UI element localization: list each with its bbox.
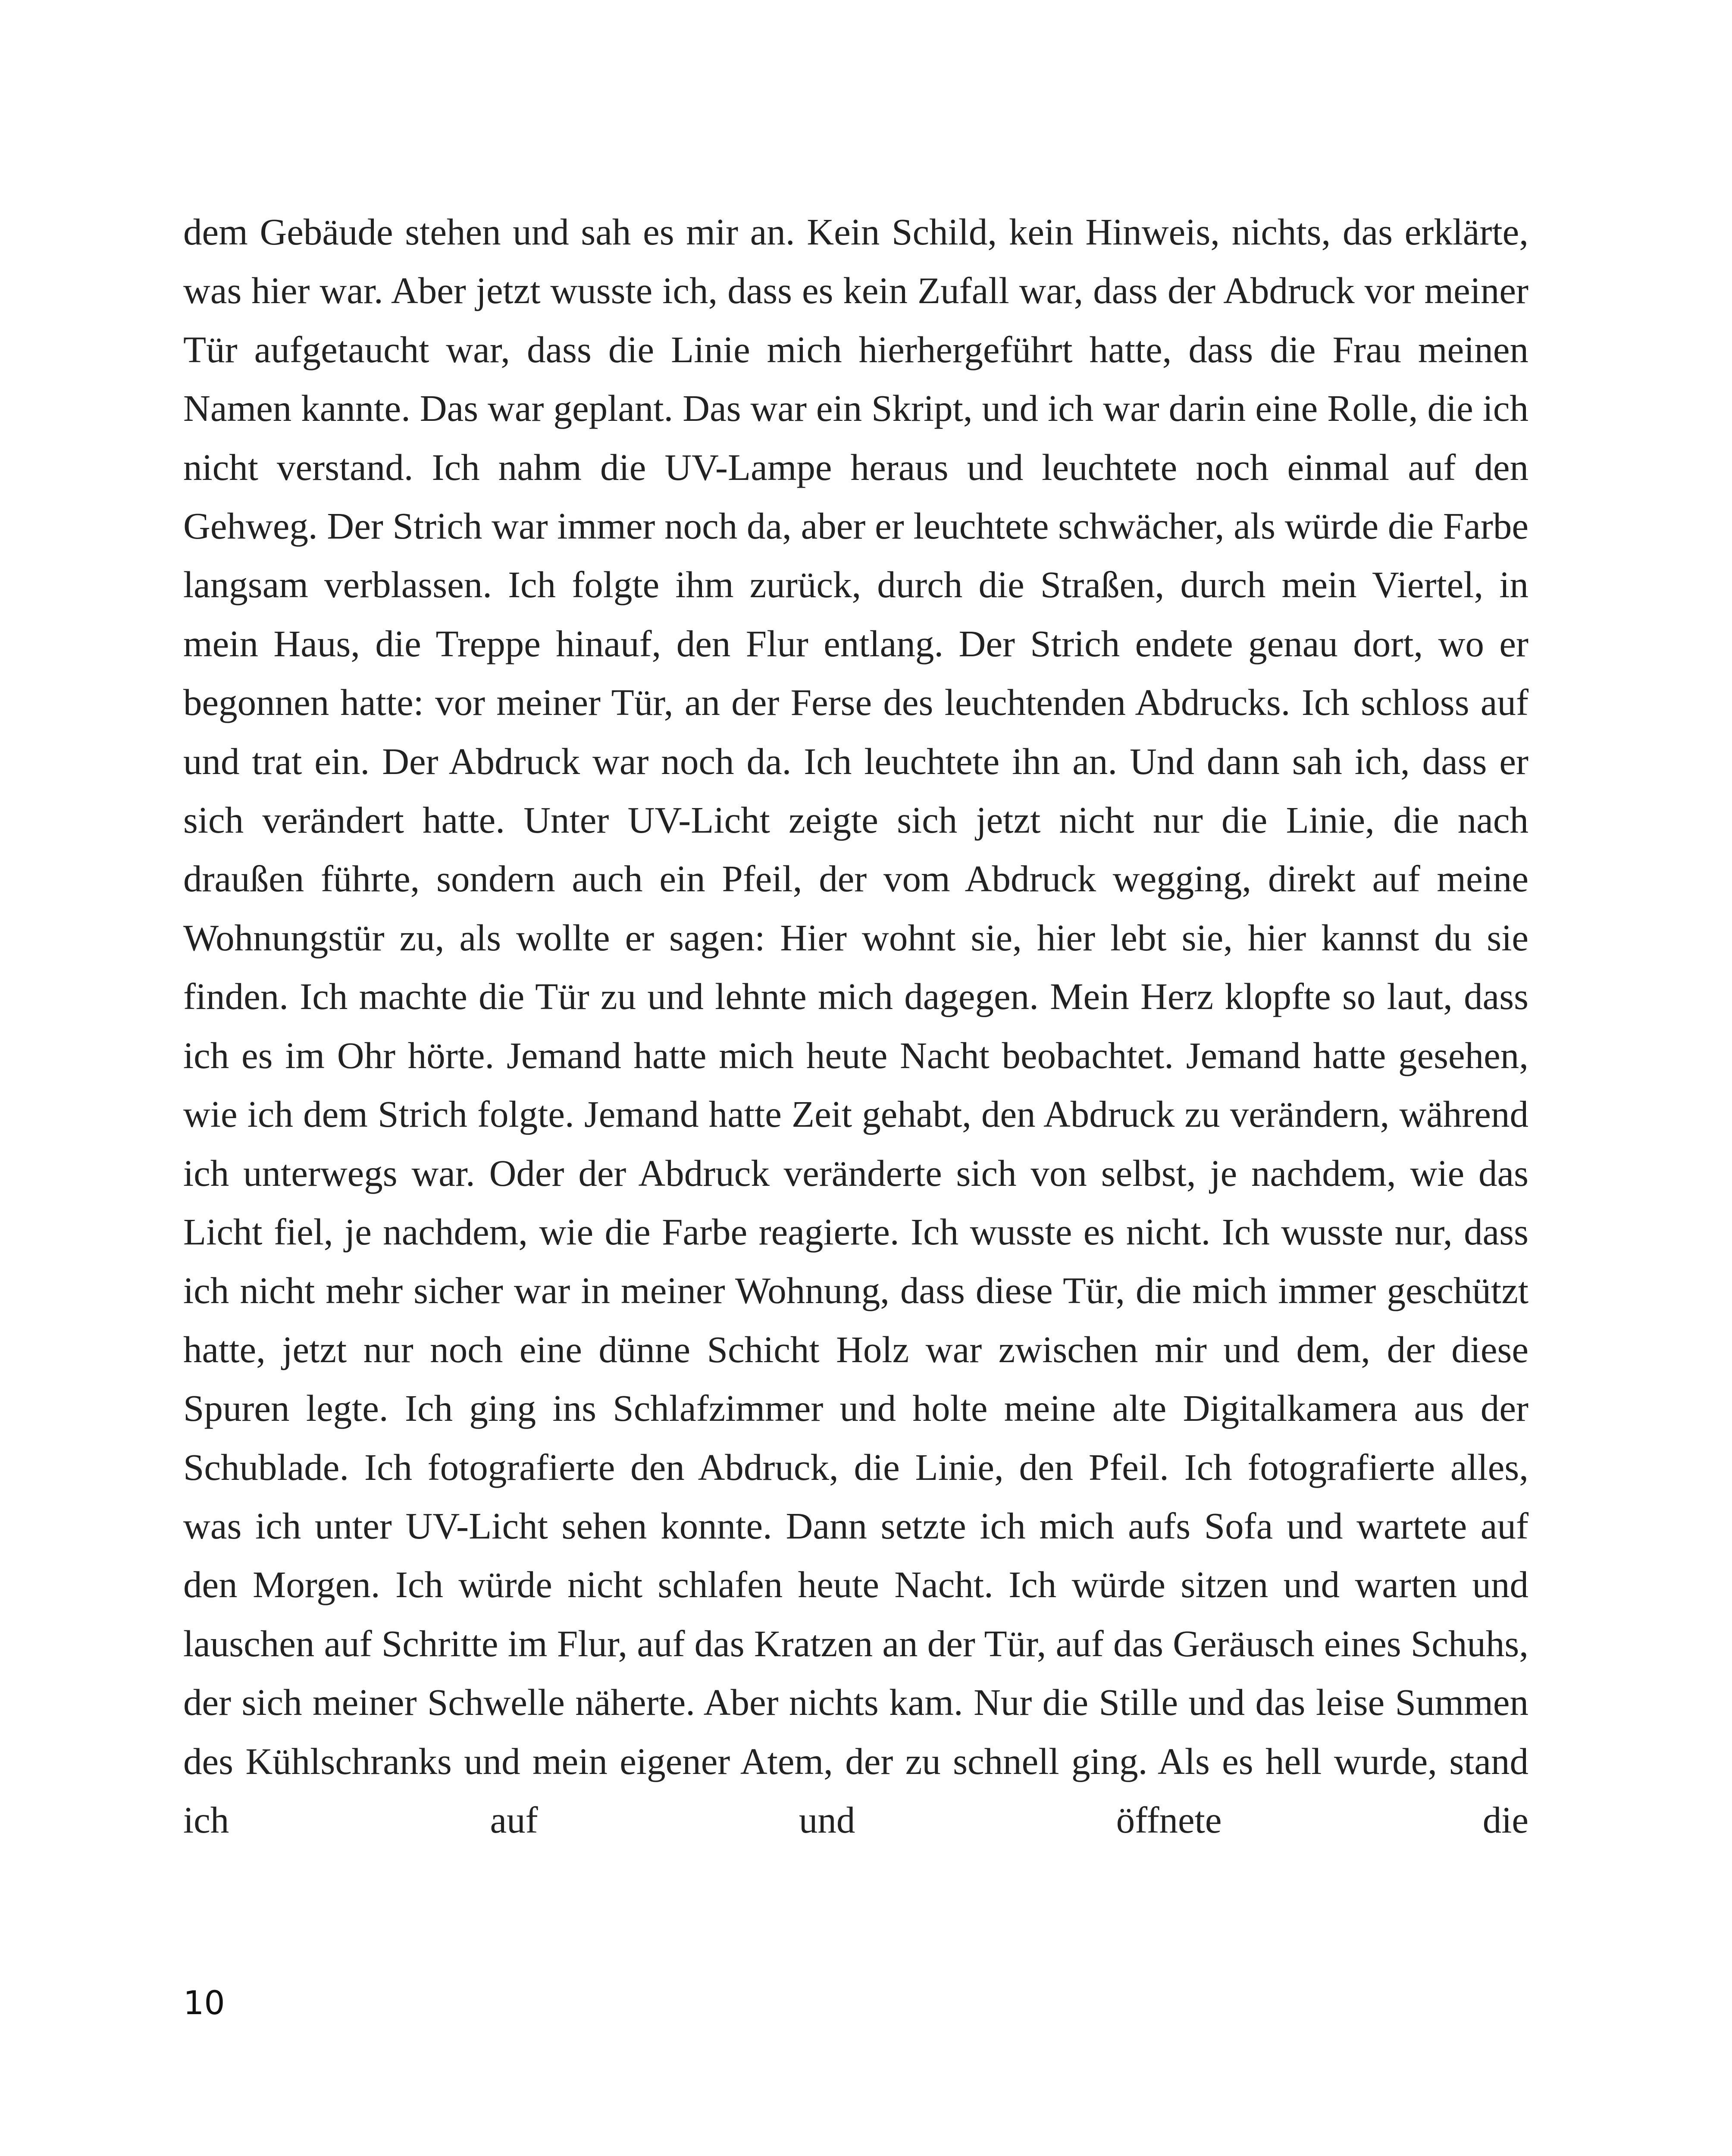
page-number: 10 [183,1984,225,2022]
body-paragraph: dem Gebäude stehen und sah es mir an. Kein Schild, kein Hinweis, nichts, das erklärte, was hier war. Aber jetzt wusste ich, dass es kein Zufall war, dass der Abdruck vor meiner Tür aufgetaucht war, dass die Linie mich hierhergeführt hatte, dass die Frau meinen Namen kannte. Das war geplant. Das war ein Skript, und ich war darin eine Rolle, die ich nicht verstand. Ich nahm die UV-Lampe heraus und leuchtete noch einmal auf den Gehweg. Der Strich war immer noch da, aber er leuchtete schwächer, als würde die Farbe langsam verblassen. Ich folgte ihm zurück, durch die Straßen, durch mein Viertel, in mein Haus, die Treppe hinauf, den Flur entlang. Der Strich endete genau dort, wo er begonnen hatte: vor meiner Tür, an der Ferse des leuchtenden Abdrucks. Ich schloss auf und trat ein. Der Abdruck war noch da. Ich leuchtete ihn an. Und dann sah ich, dass er sich verändert hatte. Unter UV-Licht zeigte sich jetzt nicht nur die Linie, die nach draußen führte, sondern auch ein Pfeil, der vom Abdruck wegging, direkt auf meine Wohnungstür zu, als wollte er sagen: Hier wohnt sie, hier lebt sie, hier kannst du sie finden. Ich machte die Tür zu und lehnte mich dagegen. Mein Herz klopfte so laut, dass ich es im Ohr hörte. Jemand hatte mich heute Nacht beobachtet. Jemand hatte gesehen, wie ich dem Strich folgte. Jemand hatte Zeit gehabt, den Abdruck zu verändern, während ich unterwegs war. Oder der Abdruck veränderte sich von selbst, je nachdem, wie das Licht fiel, je nachdem, wie die Farbe reagierte. Ich wusste es nicht. Ich wusste nur, dass ich nicht mehr sicher war in meiner Wohnung, dass diese Tür, die mich immer geschützt hatte, jetzt nur noch eine dünne Schicht Holz war zwischen mir und dem, der diese Spuren legte. Ich ging ins Schlafzimmer und holte meine alte Digitalkamera aus der Schublade. Ich fotografierte den Abdruck, die Linie, den Pfeil. Ich fotografierte alles, was ich unter UV-Licht sehen konnte. Dann setzte ich mich aufs Sofa und wartete auf den Morgen. Ich würde nicht schlafen heute Nacht. Ich würde sitzen und warten und lauschen auf Schritte im Flur, auf das Kratzen an der Tür, auf das Geräusch eines Schuhs, der sich meiner Schwelle näherte. Aber nichts kam. Nur die Stille und das leise Summen des Kühlschranks und mein eigener Atem, der zu schnell ging. Als es hell wurde, stand ich auf und öffnete die [183,211,1528,1841]
